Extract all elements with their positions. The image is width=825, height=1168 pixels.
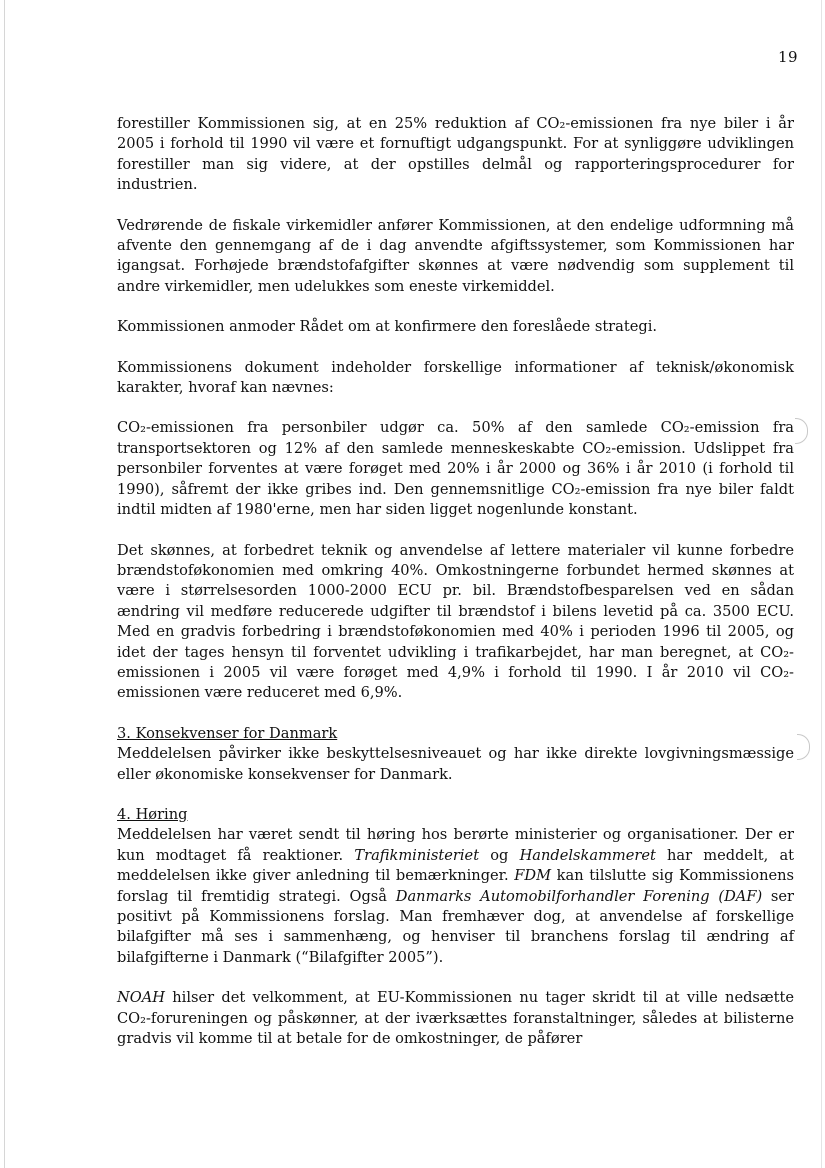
paragraph-consequences: Meddelelsen påvirker ikke beskyttelsesniveauet og har ikke direkte lovgivningsmæssige eller økonomiske konsekvenser for Danmark. [117,745,794,783]
section-heading-hearing: 4. Høring [117,805,188,823]
scan-edge-left [4,0,5,1168]
paragraph-co2-emission-facts: CO₂-emissionen fra personbiler udgør ca. 50% af den samlede CO₂-emission fra transportsektoren og 12% af den samlede menneskeskabte CO₂-emission. Udslippet fra personbiler forventes at være forøget med 20% i år 2000 og 36% i år 2010 (i forhold til 1990), såfremt der ikke gribes ind. Den gennemsnitlige CO₂-emission fra nye biler faldt indtil midten af 1980'erne, men har siden ligget nogenlunde konstant. [117,419,794,519]
paragraph-hearing [117,825,794,968]
margin-scribble-mark [795,418,808,444]
scan-edge-right [821,0,822,1168]
org-fdm: FDM [514,867,552,885]
paragraph-fiscal-instruments: Vedrørende de fiskale virkemidler anfører Kommissionen, at den endelige udformning må afvente den gennemgang af de i dag anvendte afgiftssystemer, som Kommissionen har igangsat. Forhøjede brændstofafgifter skønnes at være nødvendig som supplement til andre virkemidler, men udelukkes som eneste virkemiddel. [117,216,794,295]
noah-text: hilser det velkomment, at EU-Kommissionen nu tager skridt til at ville nedsætte CO₂-forureningen og påskønner, at der iværksættes foranstaltninger, således at bilisterne gradvis vil komme til at betale for de omkostninger, de påfører [117,989,794,1048]
paragraph-strategy-continuation: forestiller Kommissionen sig, at en 25% reduktion af CO₂-emissionen fra nye biler i år 2005 i forhold til 1990 vil være et fornuftigt udgangspunkt. For at synliggøre udviklingen forestiller man sig videre, at der opstilles delmål og rapporteringsprocedurer for industrien. [117,115,794,194]
hearing-text-3: har meddelt, at meddelelsen ikke giver anledning til bemærkninger. [117,846,795,885]
hearing-text-5: ser positivt på Kommissionens forslag. Man fremhæver dog, at anvendelse af forskellige bilafgifter må ses i sammenhæng, og henviser til branchens forslag til ændring af bilafgifterne i Danmark (“Bilafgifter 2005”). [117,887,795,966]
section-heading-consequences: 3. Konsekvenser for Danmark [117,724,338,742]
section-hearing [117,805,794,968]
hearing-text-1: Meddelelsen har været sendt til høring hos berørte ministerier og organisationer. Der er kun modtaget få reaktioner. [117,826,794,864]
page-number: 19 [778,48,799,66]
hearing-text-4: kan tilslutte sig Kommissionens forslag til fremtidig strategi. Også [117,867,794,905]
body-text [117,114,794,1049]
paragraph-noah [117,988,794,1049]
hearing-text-2: og [479,846,520,864]
margin-scribble-mark [797,734,810,760]
org-trafikministeriet: Trafikministeriet [354,846,480,864]
paragraph-council-request: Kommissionen anmoder Rådet om at konfirmere den foreslåede strategi. [117,318,658,336]
org-handelskammeret: Handelskammeret [519,846,656,864]
org-noah: NOAH [117,989,165,1007]
paragraph-fuel-economy-estimates: Det skønnes, at forbedret teknik og anvendelse af lettere materialer vil kunne forbedre brændstoføkonomien med omkring 40%. Omkostningerne forbundet hermed skønnes at være i størrelsesorden 1000-2000 ECU pr. bil. Brændstofbesparelsen ved en sådan ændring vil medføre reducerede udgifter til brændstof i bilens levetid på ca. 3500 ECU. Med en gradvis forbedring i brændstoføkonomien med 40% i perioden 1996 til 2005, og idet der tages hensyn til forventet udvikling i trafikarbejdet, har man beregnet, at CO₂-emissionen i 2005 vil være forøget med 4,9% i forhold til 1990. I år 2010 vil CO₂-emissionen være reduceret med 6,9%. [117,541,794,702]
org-daf: Danmarks Automobilforhandler Forening (DAF) [395,887,763,905]
section-consequences-denmark [117,724,794,785]
paragraph-technical-info-intro: Kommissionens dokument indeholder forskellige informationer af teknisk/økonomisk karakter, hvoraf kan nævnes: [117,358,794,397]
